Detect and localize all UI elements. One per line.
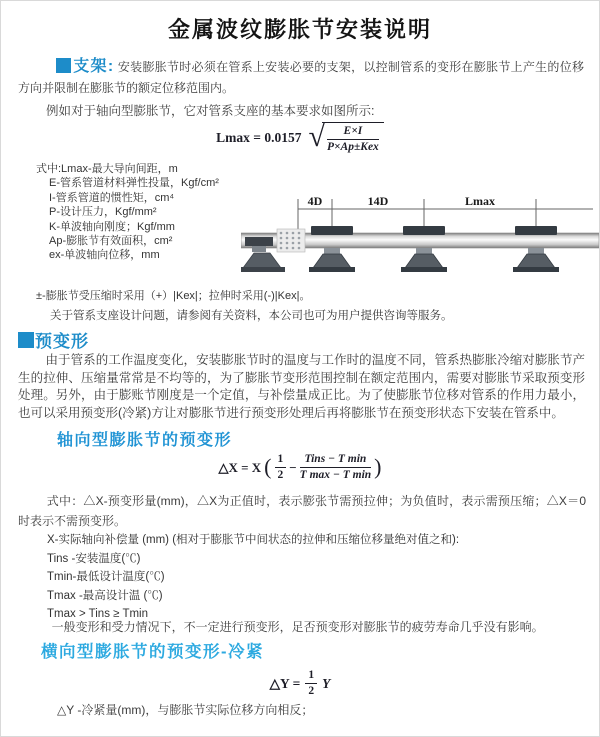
lateral-note-text: △Y -冷紧量(mm)，与膨胀节实际位移方向相反；	[57, 703, 314, 717]
dim-label-4d: 4D	[307, 194, 323, 208]
blue-square-icon	[56, 58, 71, 73]
temperature-fraction	[300, 453, 372, 482]
lmax-formula	[1, 122, 599, 154]
left-paren: (	[264, 453, 272, 479]
blue-square-icon	[18, 332, 34, 348]
axial-formula-pre: △X = X	[218, 459, 262, 475]
minus-sign: −	[289, 459, 297, 475]
lateral-formula-pre: △Y =	[269, 675, 301, 691]
axial-explain-text: 式中：△X-预变形量(mm)，△X为正值时，表示膨张节需预拉伸；为负值时，表示需预压缩；△X＝0时表示不需预变形。	[18, 494, 586, 528]
bellows	[277, 229, 305, 252]
dimension-line	[298, 194, 593, 231]
lmax-fraction-denominator: P×Ap±Kex	[326, 141, 379, 154]
axial-definition-line: X-实际轴向补偿量 (mm) (相对于膨胀节中间状态的拉伸和压缩位移量绝对值之和):	[47, 534, 460, 546]
axial-note-text: 一般变形和受力情况下，不一定进行预变形，足否预变形对膨胀节的疲劳寿命几乎没有影响。	[51, 620, 544, 634]
axial-subtitle: 轴向型膨胀节的预变形	[57, 432, 233, 449]
definitions-list	[36, 162, 219, 263]
support-intro-paragraph	[18, 56, 584, 99]
plus-minus-note: ±-膨胀节受压缩时采用（+）|Kex|；拉伸时采用(-)|Kex|。	[36, 290, 311, 302]
axial-definition-line: Tmax -最高设计温 (℃)	[47, 589, 163, 602]
lmax-fraction-numerator: E×I	[327, 125, 379, 140]
temperature-denominator: T max − T min	[299, 469, 372, 482]
right-paren: )	[374, 453, 382, 479]
definition-line: K-单波轴向刚度；Kgf/mm	[49, 220, 175, 233]
support-section-header: 支架:	[73, 58, 115, 75]
axial-definitions-list	[47, 531, 459, 624]
lateral-formula	[1, 669, 599, 698]
definition-line: E-管系管道材料弹性投量，Kgf/cm²	[49, 177, 219, 190]
axial-definition-line: Tmin-最低设计温度(℃)	[47, 571, 165, 584]
half-denominator: 2	[277, 469, 284, 482]
support-intro-text: 安装膨胀节时必须在管系上安装必要的支架，以控制管系的变形在膨胀节上产生的位移方向并限制在膨胀节的额定位移范围内。	[18, 60, 584, 95]
service-note: 关于管系支座设计问题，请参阅有关资料，本公司也可为用户提供咨询等服务。	[50, 310, 453, 322]
half-numerator: 1	[275, 453, 287, 468]
definition-line: Ap-膨胀节有效面积，cm²	[49, 235, 173, 248]
guide-support	[513, 226, 559, 272]
lateral-subtitle: 横向型膨胀节的预变形-冷紧	[41, 643, 264, 661]
guide-support	[401, 226, 447, 272]
axial-formula	[1, 453, 599, 482]
sqrt-radical-icon: √	[308, 120, 325, 154]
guide-support	[309, 226, 355, 272]
predeform-section-header	[18, 327, 89, 352]
axial-definition-line: Tmax > Tins ≥ Tmin	[47, 608, 148, 621]
definition-line: P-设计压力，Kgf/mm²	[49, 206, 157, 219]
page-title: 金属波纹膨胀节安装说明	[167, 17, 432, 42]
pipe-support-diagram	[241, 193, 599, 293]
support-example-text: 例如对于轴向型膨胀节，它对管系支座的基本要求如图所示:	[46, 104, 375, 118]
definition-line: 式中:Lmax-最大导向间距，m	[36, 163, 178, 175]
lateral-formula-variable: Y	[322, 675, 331, 691]
temperature-numerator: Tins − T min	[300, 453, 372, 468]
predeform-body-text: 由于管系的工作温度变化，安装膨胀节时的温度与工作时的温度不同，管系热膨胀冷缩对膨胀节产生的拉伸、压缩量常常是不均等的，为了膨胀节变形范围控制在额定范围内，需要对膨胀节采取预变形处理。另外，由于膨账节刚度是一个定值，与补偿量成正比。为了使膨胀节位移对管系的作用力最小，也可以采用预变形(冷紧)方让对膨胀节进行预变形处理后再将膨胀节在预变形状态下安装在管系中。	[18, 353, 585, 420]
lmax-formula-radicand	[322, 122, 384, 154]
dim-label-14d: 14D	[367, 194, 389, 208]
definition-line: I-管系管道的惯性矩，cm⁴	[49, 191, 175, 204]
lmax-formula-lhs: Lmax = 0.0157	[216, 130, 302, 146]
definition-line: ex-单波轴向位移，mm	[49, 249, 160, 262]
one-half-fraction	[305, 669, 317, 698]
one-half-fraction	[275, 453, 287, 482]
dim-label-lmax: Lmax	[465, 194, 495, 208]
axial-definition-line: Tins -安装温度(℃)	[47, 552, 141, 565]
half-numerator: 1	[305, 669, 317, 684]
half-denominator: 2	[308, 685, 315, 698]
predeform-header-label: 预变形	[35, 332, 89, 351]
